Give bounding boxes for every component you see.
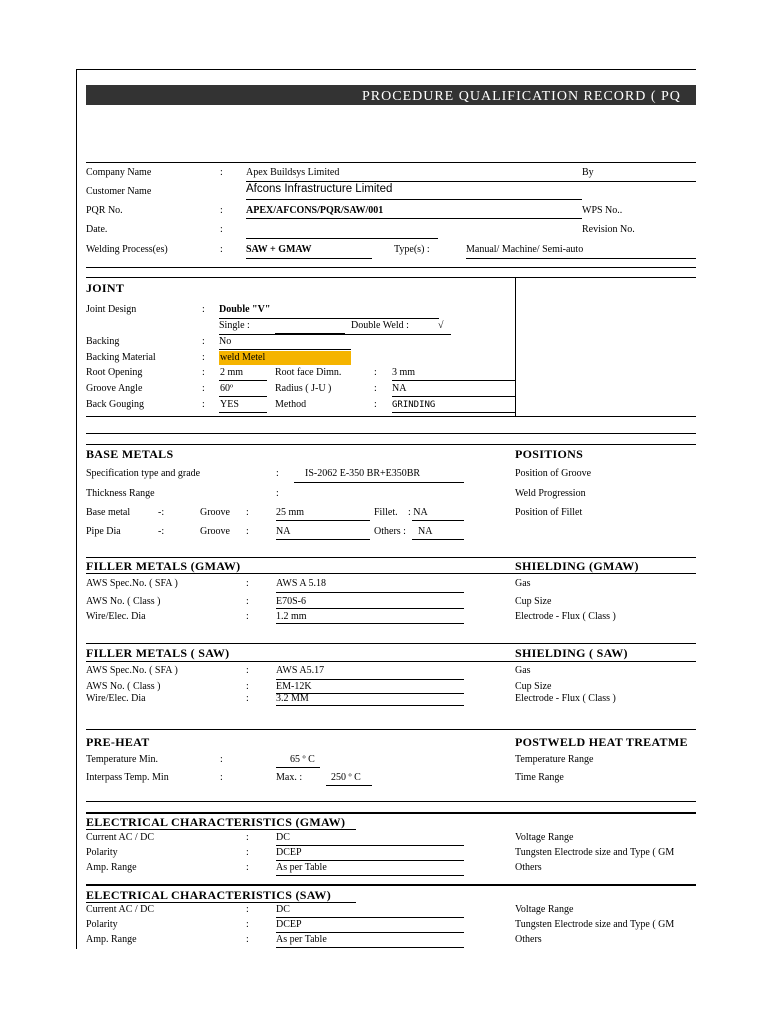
page-left-border — [76, 69, 77, 949]
divider — [86, 416, 696, 417]
underline — [412, 520, 464, 521]
amp-range-value: As per Table — [276, 862, 327, 873]
polarity-value: DCEP — [276, 847, 302, 858]
colon: : — [202, 383, 205, 394]
colon: : — [374, 367, 377, 378]
underline — [276, 845, 464, 846]
divider — [86, 573, 696, 574]
method-label: Method — [275, 399, 307, 410]
amp-range-label: Amp. Range — [86, 934, 137, 945]
colon: : — [246, 862, 249, 873]
voltage-range-label: Voltage Range — [515, 832, 574, 843]
divider — [86, 433, 696, 434]
wps-label: WPS No.. — [582, 205, 623, 216]
underline — [392, 412, 515, 413]
groove-angle-value: 60º — [220, 383, 234, 394]
pipe-dia-label: Pipe Dia — [86, 526, 121, 537]
underline — [276, 932, 464, 933]
spec-value: IS-2062 E-350 BR+E350BR — [305, 468, 421, 479]
root-face-value: 3 mm — [392, 367, 416, 378]
electrical-gmaw-heading: ELECTRICAL CHARACTERISTICS (GMAW) — [86, 815, 346, 829]
colon: : — [202, 399, 205, 410]
colon: : — [202, 304, 205, 315]
divider — [86, 902, 356, 903]
underline — [276, 608, 464, 609]
groove-angle-label: Groove Angle — [86, 383, 143, 394]
back-gouging-value: YES — [220, 399, 239, 410]
backing-label: Backing — [86, 336, 120, 347]
radius-label: Radius ( J-U ) — [275, 383, 332, 394]
process-value: SAW + GMAW — [246, 244, 312, 255]
gas-label: Gas — [515, 665, 531, 676]
divider — [86, 277, 696, 278]
divider — [86, 729, 696, 730]
colon: : — [246, 693, 249, 704]
others-value: NA — [418, 526, 433, 537]
colon: : — [276, 488, 279, 499]
types-label: Type(s) : — [394, 244, 430, 255]
underline — [276, 705, 464, 706]
wire-dia-value: 3.2 MM — [276, 693, 309, 704]
backing-material-label: Backing Material — [86, 352, 156, 363]
preheat-heading: PRE-HEAT — [86, 735, 150, 749]
underline — [246, 181, 696, 182]
max-value: 250 º C — [331, 772, 361, 783]
aws-spec-label: AWS Spec.No. ( SFA ) — [86, 578, 178, 589]
weld-progression: Weld Progression — [515, 488, 586, 499]
pipe-groove-value: NA — [276, 526, 291, 537]
underline — [392, 380, 515, 381]
colon: : — [220, 754, 223, 765]
underline — [276, 679, 464, 680]
joint-design-value: Double "V" — [219, 304, 271, 315]
spec-label: Specification type and grade — [86, 468, 201, 479]
underline — [219, 412, 267, 413]
tungsten-label: Tungsten Electrode size and Type ( GM — [515, 847, 675, 858]
joint-heading: JOINT — [86, 281, 125, 295]
root-opening-label: Root Opening — [86, 367, 143, 378]
aws-class-value: E70S-6 — [276, 596, 306, 607]
base-metal-label: Base metal — [86, 507, 131, 518]
underline — [219, 396, 267, 397]
joint-design-label: Joint Design — [86, 304, 137, 315]
groove-label: Groove — [200, 507, 230, 518]
time-range-label: Time Range — [515, 772, 564, 783]
divider — [86, 812, 696, 814]
underline — [276, 767, 320, 768]
amp-range-value: As per Table — [276, 934, 327, 945]
underline — [276, 875, 464, 876]
filler-saw-heading: FILLER METALS ( SAW) — [86, 646, 230, 660]
colon: : — [220, 205, 223, 216]
aws-class-label: AWS No. ( Class ) — [86, 596, 161, 607]
voltage-range-label: Voltage Range — [515, 904, 574, 915]
underline — [219, 349, 351, 350]
flux-label: Electrode - Flux ( Class ) — [515, 611, 616, 622]
colon: : — [276, 468, 279, 479]
underline — [246, 238, 438, 239]
customer-value: Afcons Infrastructure Limited — [246, 183, 393, 195]
aws-spec-value: AWS A5.17 — [276, 665, 325, 676]
colon: : — [246, 526, 249, 537]
pqr-value: APEX/AFCONS/PQR/SAW/001 — [246, 205, 384, 216]
underline — [219, 318, 439, 319]
fillet-value: : NA — [408, 507, 428, 518]
backing-value: No — [219, 336, 232, 347]
colon: : — [246, 665, 249, 676]
shielding-saw-heading: SHIELDING ( SAW) — [515, 646, 628, 660]
current-label: Current AC / DC — [86, 904, 155, 915]
underline — [246, 258, 372, 259]
divider — [86, 267, 696, 268]
aws-spec-value: AWS A 5.18 — [276, 578, 327, 589]
aws-spec-label: AWS Spec.No. ( SFA ) — [86, 665, 178, 676]
underline — [276, 539, 370, 540]
polarity-label: Polarity — [86, 919, 118, 930]
others-label: Others : — [374, 526, 406, 537]
colon: : — [246, 507, 249, 518]
backing-material-value: weld Metel — [220, 352, 266, 363]
underline — [276, 947, 464, 948]
wire-dia-value: 1.2 mm — [276, 611, 307, 622]
interpass-label: Interpass Temp. Min — [86, 772, 169, 783]
colon: : — [374, 399, 377, 410]
current-label: Current AC / DC — [86, 832, 155, 843]
aws-class-label: AWS No. ( Class ) — [86, 681, 161, 692]
filler-gmaw-heading: FILLER METALS (GMAW) — [86, 559, 241, 573]
polarity-value: DCEP — [276, 919, 302, 930]
date-label: Date. — [86, 224, 108, 235]
process-label: Welding Process(es) — [86, 244, 168, 255]
method-value: GRINDING — [392, 400, 436, 410]
by-label: By — [582, 167, 594, 178]
cup-size-label: Cup Size — [515, 596, 552, 607]
divider — [86, 801, 696, 802]
radius-value: NA — [392, 383, 407, 394]
colon: : — [246, 681, 249, 692]
colon: : — [246, 847, 249, 858]
single-label: Single : — [219, 320, 250, 331]
underline — [466, 258, 696, 259]
groove-value: 25 mm — [276, 507, 305, 518]
types-value: Manual/ Machine/ Semi-auto — [466, 244, 584, 255]
underline — [246, 199, 582, 200]
position-groove: Position of Groove — [515, 468, 592, 479]
shielding-gmaw-heading: SHIELDING (GMAW) — [515, 559, 639, 573]
underline — [412, 539, 464, 540]
tungsten-label: Tungsten Electrode size and Type ( GM — [515, 919, 675, 930]
preheat-temp-label: Temperature Min. — [86, 754, 159, 765]
underline — [392, 396, 515, 397]
current-value: DC — [276, 832, 290, 843]
colon: : — [246, 934, 249, 945]
back-gouging-label: Back Gouging — [86, 399, 145, 410]
flux-label: Electrode - Flux ( Class ) — [515, 693, 616, 704]
divider — [86, 557, 696, 558]
colon: : — [220, 224, 223, 235]
company-label: Company Name — [86, 167, 152, 178]
underline — [326, 785, 372, 786]
base-metals-heading: BASE METALS — [86, 447, 174, 461]
colon: : — [202, 367, 205, 378]
colon: : — [246, 919, 249, 930]
colon: : — [246, 832, 249, 843]
colon: : — [246, 904, 249, 915]
amp-range-label: Amp. Range — [86, 862, 137, 873]
underline — [276, 860, 464, 861]
divider — [86, 661, 696, 662]
others-label: Others — [515, 934, 542, 945]
customer-label: Customer Name — [86, 186, 152, 197]
colon: : — [220, 772, 223, 783]
divider — [86, 444, 696, 445]
wire-dia-label: Wire/Elec. Dia — [86, 611, 146, 622]
company-value: Apex Buildsys Limited — [246, 167, 340, 178]
underline — [294, 482, 464, 483]
colon: : — [202, 336, 205, 347]
colon: : — [220, 244, 223, 255]
underline — [246, 218, 582, 219]
preheat-temp-value: 65 º C — [290, 754, 315, 765]
underline — [276, 623, 464, 624]
cup-size-label: Cup Size — [515, 681, 552, 692]
colon: : — [202, 352, 205, 363]
divider — [86, 829, 356, 830]
colon: : — [246, 596, 249, 607]
gas-label: Gas — [515, 578, 531, 589]
underline — [219, 380, 267, 381]
temp-range-label: Temperature Range — [515, 754, 594, 765]
current-value: DC — [276, 904, 290, 915]
root-opening-value: 2 mm — [220, 367, 244, 378]
polarity-label: Polarity — [86, 847, 118, 858]
max-label: Max. : — [276, 772, 303, 783]
underline — [276, 520, 370, 521]
pwht-heading: POSTWELD HEAT TREATME — [515, 735, 688, 749]
colon: : — [374, 383, 377, 394]
electrical-saw-heading: ELECTRICAL CHARACTERISTICS (SAW) — [86, 888, 331, 902]
page-top-border — [76, 69, 696, 70]
root-face-label: Root face Dimn. — [275, 367, 342, 378]
positions-heading: POSITIONS — [515, 447, 584, 461]
aws-class-value: EM-12K — [276, 681, 312, 692]
dash-colon: -: — [158, 507, 165, 518]
revision-label: Revision No. — [582, 224, 635, 235]
colon: : — [246, 611, 249, 622]
page-title: PROCEDURE QUALIFICATION RECORD ( PQ — [362, 89, 681, 104]
divider — [86, 162, 696, 163]
underline — [276, 917, 464, 918]
double-weld-value: √ — [438, 320, 444, 331]
position-fillet: Position of Fillet — [515, 507, 583, 518]
underline — [276, 592, 464, 593]
thickness-label: Thickness Range — [86, 488, 155, 499]
others-label: Others — [515, 862, 542, 873]
divider — [86, 884, 696, 886]
dash-colon: -: — [158, 526, 165, 537]
wire-dia-label: Wire/Elec. Dia — [86, 693, 146, 704]
double-weld-label: Double Weld : — [351, 320, 409, 331]
fillet-label: Fillet. — [374, 507, 398, 518]
groove-label: Groove — [200, 526, 230, 537]
colon: : — [246, 578, 249, 589]
divider — [86, 643, 696, 644]
underline — [219, 334, 451, 335]
colon: : — [220, 167, 223, 178]
pqr-label: PQR No. — [86, 205, 123, 216]
joint-sketch-border — [515, 277, 516, 416]
